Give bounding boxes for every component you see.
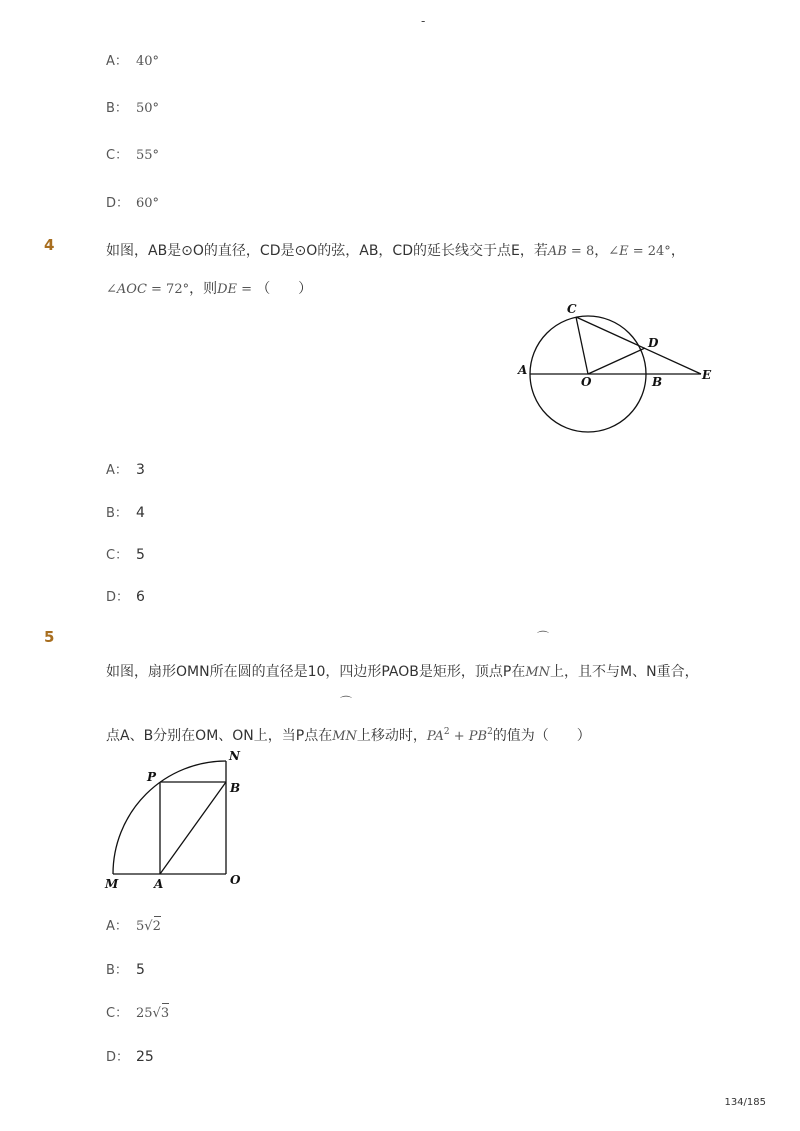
math-arc-mn: MN xyxy=(332,729,357,744)
label-m: M xyxy=(105,877,119,891)
answer-blank: （ ） xyxy=(256,281,313,297)
option-label: D： xyxy=(106,590,130,605)
math-angle-e: ∠E xyxy=(608,244,629,259)
root-overline xyxy=(162,1003,169,1004)
label-o: O xyxy=(230,873,241,887)
line-co xyxy=(576,317,588,374)
sqrt-icon: √ xyxy=(152,1006,161,1021)
option-value: 40° xyxy=(136,54,160,69)
option-label: B： xyxy=(106,963,128,978)
q5-option-c[interactable] xyxy=(106,1002,169,1021)
q4-option-c[interactable] xyxy=(106,544,145,563)
q5-text-line2 xyxy=(106,725,591,745)
option-label: C： xyxy=(106,548,129,563)
exponent: 2 xyxy=(443,727,450,737)
root-value: 3 xyxy=(160,1006,170,1021)
label-b: B xyxy=(652,375,663,389)
option-value: 55° xyxy=(136,148,160,163)
option-label: A： xyxy=(106,463,128,478)
label-p: P xyxy=(147,770,157,784)
math-angle-aoc: ∠AOC xyxy=(106,282,147,297)
label-d: D xyxy=(648,336,659,350)
label-c: C xyxy=(567,302,577,316)
option-label: B： xyxy=(106,101,128,116)
line-od xyxy=(588,348,645,374)
q5-option-d[interactable] xyxy=(106,1046,154,1065)
label-a: A xyxy=(518,363,528,377)
exponent: 2 xyxy=(487,727,493,737)
arc-mn xyxy=(113,761,226,874)
q4-text-line1 xyxy=(106,240,685,260)
page-number: 134/185 xyxy=(724,1097,766,1108)
option-value: 5 xyxy=(136,962,145,978)
option-value: 5 xyxy=(136,547,145,563)
q4-circle-figure xyxy=(512,296,722,438)
option-label: D： xyxy=(106,196,130,211)
q5-option-b[interactable] xyxy=(106,959,145,978)
text: ，则 xyxy=(189,281,218,297)
line-ab xyxy=(160,782,226,874)
option-value: 6 xyxy=(136,589,145,605)
question-number: 5 xyxy=(44,628,55,646)
q4-option-b[interactable] xyxy=(106,502,145,521)
option-value: 60° xyxy=(136,196,160,211)
arc-symbol: ⌒ xyxy=(340,695,353,709)
math-angle-e-value: = 24° xyxy=(628,244,671,259)
option-label: D： xyxy=(106,1050,130,1065)
option-root xyxy=(153,919,161,934)
option-label: A： xyxy=(106,54,128,69)
separator: ， xyxy=(670,243,685,259)
q3-option-b[interactable] xyxy=(106,97,159,116)
math-pa: PA xyxy=(426,729,444,744)
option-value: 4 xyxy=(136,505,145,521)
option-coef: 5 xyxy=(136,919,145,934)
math-plus: + xyxy=(449,729,469,744)
math-equals: = xyxy=(237,282,257,297)
option-coef: 25 xyxy=(136,1006,153,1021)
text: 上，且不与M、N重合， xyxy=(550,664,699,680)
label-b: B xyxy=(230,781,241,795)
option-value: 50° xyxy=(136,101,160,116)
q3-option-d[interactable] xyxy=(106,192,159,211)
label-a: A xyxy=(154,877,164,891)
root-overline xyxy=(154,916,161,917)
math-angle-aoc-value: = 72° xyxy=(146,282,190,297)
text: 如图，AB是⊙O的直径，CD是⊙O的弦，AB，CD的延长线交于点E，若 xyxy=(106,243,548,259)
label-n: N xyxy=(229,749,240,763)
math-de: DE xyxy=(217,282,238,297)
question-number: 4 xyxy=(44,236,55,254)
text: 如图，扇形OMN所在圆的直径是10，四边形PAOB是矩形，顶点P在 xyxy=(106,664,526,680)
option-label: C： xyxy=(106,1006,129,1021)
q3-option-a[interactable] xyxy=(106,50,159,69)
math-ab-value: = 8 xyxy=(566,244,595,259)
option-value: 3 xyxy=(136,462,145,478)
option-value: 25 xyxy=(136,1049,154,1065)
root-value: 2 xyxy=(152,919,161,934)
option-label: B： xyxy=(106,506,128,521)
q4-option-d[interactable] xyxy=(106,586,145,605)
text: 点A、B分别在OM、ON上，当P点在 xyxy=(106,728,333,744)
option-label: A： xyxy=(106,919,128,934)
text: 上移动时， xyxy=(356,728,427,744)
q4-option-a[interactable] xyxy=(106,459,145,478)
answer-blank: 的值为（ ） xyxy=(492,728,591,744)
option-root xyxy=(161,1006,169,1021)
q4-text-line2 xyxy=(106,278,312,298)
math-pb: PB xyxy=(468,729,488,744)
math-arc-mn: MN xyxy=(525,665,551,680)
header-mark: - xyxy=(421,14,426,28)
separator: ， xyxy=(594,243,609,259)
q3-option-c[interactable] xyxy=(106,144,159,163)
q5-sector-figure xyxy=(100,744,250,894)
q5-option-a[interactable] xyxy=(106,915,161,934)
math-ab: AB xyxy=(547,244,567,259)
sqrt-icon: √ xyxy=(144,919,153,934)
label-e: E xyxy=(702,368,712,382)
line-ce xyxy=(576,317,701,374)
label-o: O xyxy=(581,375,592,389)
q5-text-line1 xyxy=(106,661,699,681)
option-label: C： xyxy=(106,148,129,163)
arc-symbol: ⌒ xyxy=(537,630,550,644)
